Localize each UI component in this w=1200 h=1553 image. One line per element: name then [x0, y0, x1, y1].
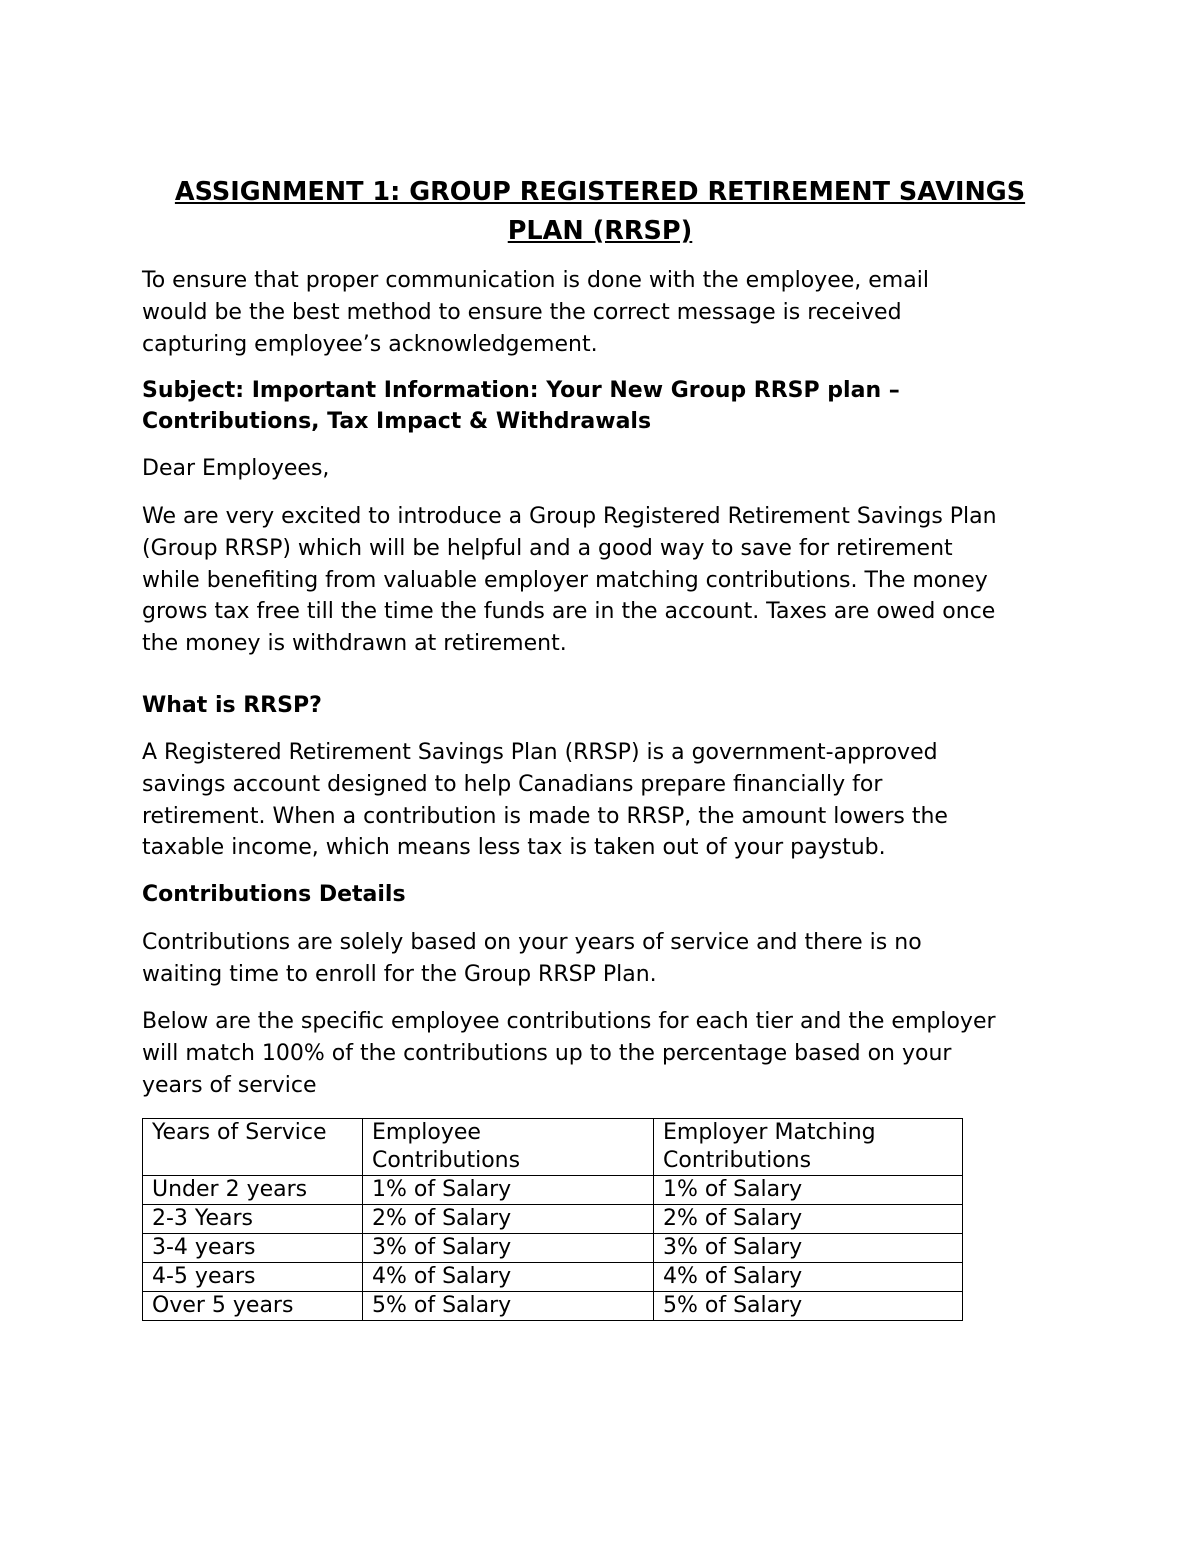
contributions-table	[142, 1118, 963, 1321]
title-line: PLAN (RRSP)	[507, 216, 693, 246]
cell: Over 5 years	[143, 1292, 363, 1321]
document-title	[100, 173, 1100, 251]
header-years: Years of Service	[143, 1119, 363, 1176]
table-row	[143, 1263, 963, 1292]
intro-rrsp-paragraph: We are very excited to introduce a Group Registered Retirement Savings Plan (Group RRSP) which will be helpful and a good way to save for retirement while benefiting from valuable employer matching contributions. The money grows tax free till the time the funds are in the account. Taxes are owed once the money is withdrawn at retirement.	[142, 504, 997, 657]
cell: 5% of Salary	[654, 1292, 963, 1321]
header-employer: Employer Matching Contributions	[654, 1119, 963, 1176]
cell: 3-4 years	[143, 1234, 363, 1263]
cell: 5% of Salary	[363, 1292, 654, 1321]
cell: 2% of Salary	[363, 1205, 654, 1234]
table-header-row	[143, 1119, 963, 1176]
rrsp-definition-paragraph: A Registered Retirement Savings Plan (RRSP) is a government-approved savings account designed to help Canadians prepare financially for retirement. When a contribution is made to RRSP, the amount lowers the taxable income, which means less tax is taken out of your paystub.	[142, 740, 948, 861]
header-employee: Employee Contributions	[363, 1119, 654, 1176]
cell: Under 2 years	[143, 1176, 363, 1205]
table-row	[143, 1205, 963, 1234]
cell: 2-3 Years	[143, 1205, 363, 1234]
email-subject: Subject: Important Information: Your New Group RRSP plan – Contributions, Tax Impact & Withdrawals	[142, 378, 900, 434]
tiers-paragraph: Below are the specific employee contributions for each tier and the employer will match 100% of the contributions up to the percentage based on your years of service	[142, 1009, 996, 1098]
cell: 2% of Salary	[654, 1205, 963, 1234]
contributions-paragraph: Contributions are solely based on your years of service and there is no waiting time to enroll for the Group RRSP Plan.	[142, 930, 922, 987]
cell: 4% of Salary	[363, 1263, 654, 1292]
cell: 4-5 years	[143, 1263, 363, 1292]
cell: 4% of Salary	[654, 1263, 963, 1292]
cell: 3% of Salary	[363, 1234, 654, 1263]
heading-contributions-details: Contributions Details	[142, 882, 406, 907]
greeting: Dear Employees,	[142, 456, 330, 481]
heading-what-is-rrsp: What is RRSP?	[142, 693, 322, 718]
table-row	[143, 1234, 963, 1263]
table-row	[143, 1292, 963, 1321]
cell: 1% of Salary	[654, 1176, 963, 1205]
intro-paragraph: To ensure that proper communication is done with the employee, email would be the best method to ensure the correct message is received capturing employee’s acknowledgement.	[142, 268, 929, 357]
cell: 3% of Salary	[654, 1234, 963, 1263]
cell: 1% of Salary	[363, 1176, 654, 1205]
title-line: ASSIGNMENT 1: GROUP REGISTERED RETIREMENT SAVINGS	[174, 177, 1026, 207]
table-row	[143, 1176, 963, 1205]
